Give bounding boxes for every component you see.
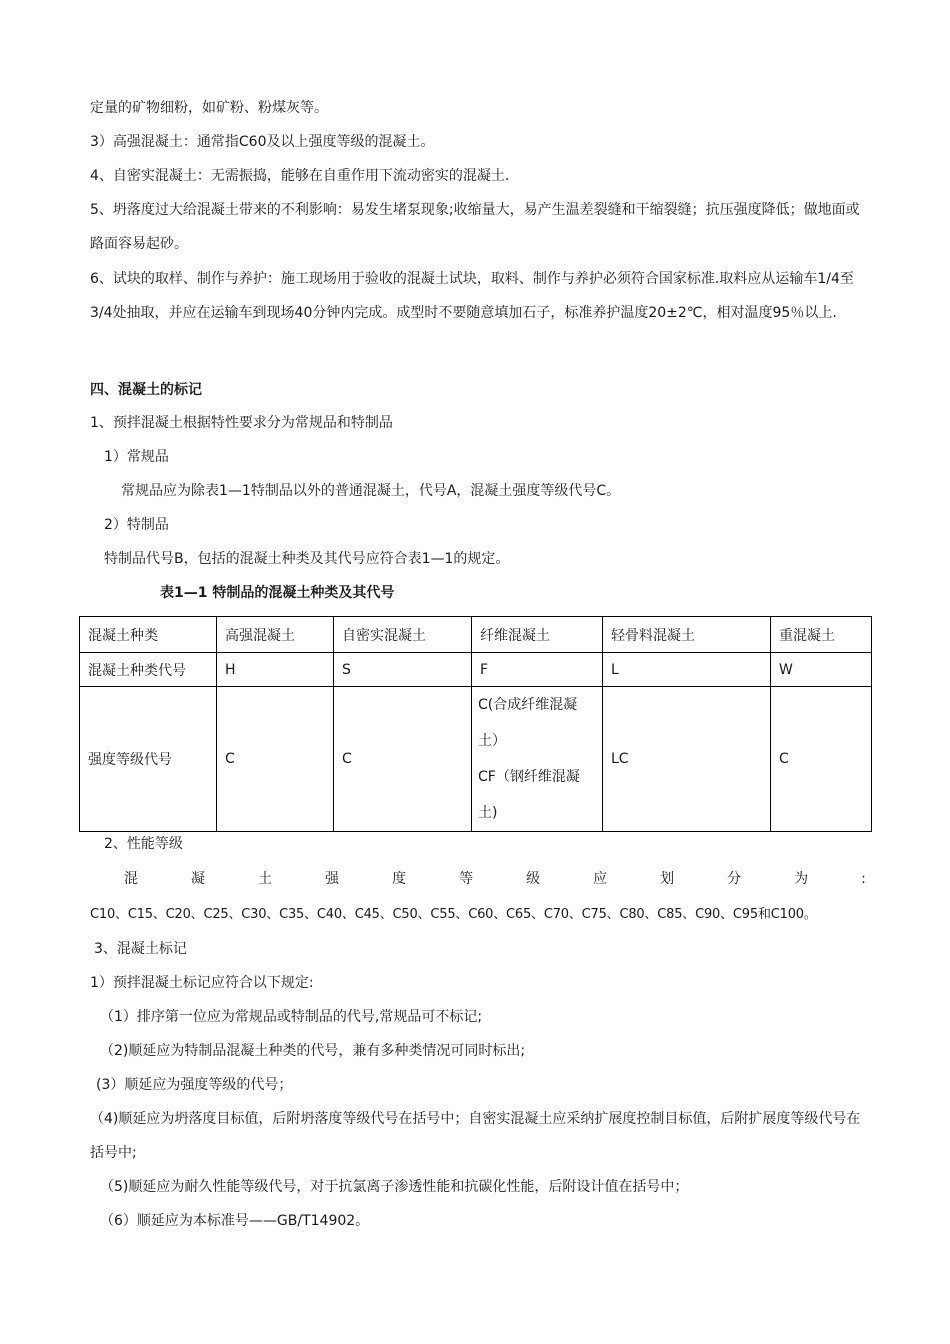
char: : [861, 871, 866, 887]
table-cell-fiber [472, 687, 603, 832]
char: 级 [526, 871, 541, 887]
text-line: 1）预拌混凝土标记应符合以下规定: [90, 975, 314, 991]
text-line: 1）常规品 [104, 449, 169, 465]
text-line: （1）排序第一位应为常规品或特制品的代号,常规品可不标记; [100, 1009, 483, 1025]
char: 为 [794, 871, 809, 887]
fiber-line: 土） [478, 733, 506, 749]
table-cell: S [334, 653, 472, 687]
fiber-line: C(合成纤维混凝 [478, 697, 578, 713]
paragraph-slump-order: （4)顺延应为坍落度目标值，后附坍落度等级代号在括号中；自密实混凝土应采纳扩展度控制目标值，后附扩展度等级代号在括号中; [90, 1111, 861, 1161]
char: 强 [325, 871, 340, 887]
table-cell: 重混凝土 [771, 617, 872, 653]
text-line: 2）特制品 [104, 517, 169, 533]
char: 度 [392, 871, 407, 887]
table-cell: 高强混凝土 [217, 617, 334, 653]
text-line: 3、混凝土标记 [94, 941, 187, 957]
table-row [80, 653, 872, 687]
table-cell: 混凝土种类代号 [80, 653, 217, 687]
concrete-type-table [79, 616, 872, 832]
grade-list: C10、C15、C20、C25、C30、C35、C40、C45、C50、C55、C60、C65、C70、C75、C80、C85、C90、C95和C100。 [90, 907, 817, 922]
table-cell: C [334, 687, 472, 832]
table-cell: 轻骨料混凝土 [603, 617, 771, 653]
char: 应 [593, 871, 608, 887]
table-cell: H [217, 653, 334, 687]
table-cell: F [472, 653, 603, 687]
text-line: 1、预拌混凝土根据特性要求分为常规品和特制品 [90, 415, 393, 431]
text-line: 特制品代号B，包括的混凝土种类及其代号应符合表1—1的规定。 [104, 551, 510, 567]
paragraph-specimen: 6、试块的取样、制作与养护：施工现场用于验收的混凝土试块，取料、制作与养护必须符合国家标准.取料应从运输车1/4至3/4处抽取，并应在运输车到现场40分钟内完成。成型时不要随意填加石子，标准养护温度20±2℃，相对温度95％以上. [90, 271, 854, 321]
char: 分 [727, 871, 742, 887]
table-cell: 纤维混凝土 [472, 617, 603, 653]
char: 土 [258, 871, 273, 887]
char: 划 [660, 871, 675, 887]
fiber-line: 土) [478, 805, 498, 821]
paragraph-slump: 5、坍落度过大给混凝土带来的不利影响：易发生堵泵现象;收缩量大，易产生温差裂缝和干缩裂缝；抗压强度降低；做地面或路面容易起砂。 [90, 202, 860, 252]
justified-line [124, 869, 866, 889]
text-line: 2、性能等级 [104, 836, 183, 852]
table-cell: LC [603, 687, 771, 832]
char: 等 [459, 871, 474, 887]
text-line: 3）高强混凝土：通常指C60及以上强度等级的混凝土。 [90, 134, 435, 150]
text-line: （6）顺延应为本标准号——GB/T14902。 [100, 1213, 370, 1229]
char: 凝 [191, 871, 206, 887]
table-header-row [80, 617, 872, 653]
text-line: 定量的矿物细粉，如矿粉、粉煤灰等。 [90, 100, 328, 116]
table-cell: 混凝土种类 [80, 617, 217, 653]
table-cell: C [217, 687, 334, 832]
text-line: 常规品应为除表1—1特制品以外的普通混凝土，代号A，混凝土强度等级代号C。 [121, 483, 621, 499]
text-line: （5)顺延应为耐久性能等级代号，对于抗氯离子渗透性能和抗碳化性能，后附设计值在括号中； [100, 1179, 689, 1195]
text-line: (3）顺延应为强度等级的代号； [96, 1077, 293, 1093]
section-heading: 四、混凝土的标记 [90, 382, 202, 398]
char: 混 [124, 871, 138, 887]
table-cell: 强度等级代号 [80, 687, 217, 832]
table-cell: 自密实混凝土 [334, 617, 472, 653]
fiber-line: CF（钢纤维混凝 [478, 769, 580, 785]
table-cell: L [603, 653, 771, 687]
table-row [80, 687, 872, 832]
table-cell: C [771, 687, 872, 832]
table-cell: W [771, 653, 872, 687]
table-caption: 表1—1 特制品的混凝土种类及其代号 [160, 585, 395, 601]
text-line: （2)顺延应为特制品混凝土种类的代号，兼有多种类情况可同时标出; [100, 1043, 526, 1059]
text-line: 4、自密实混凝土：无需振捣，能够在自重作用下流动密实的混凝土. [90, 168, 510, 184]
